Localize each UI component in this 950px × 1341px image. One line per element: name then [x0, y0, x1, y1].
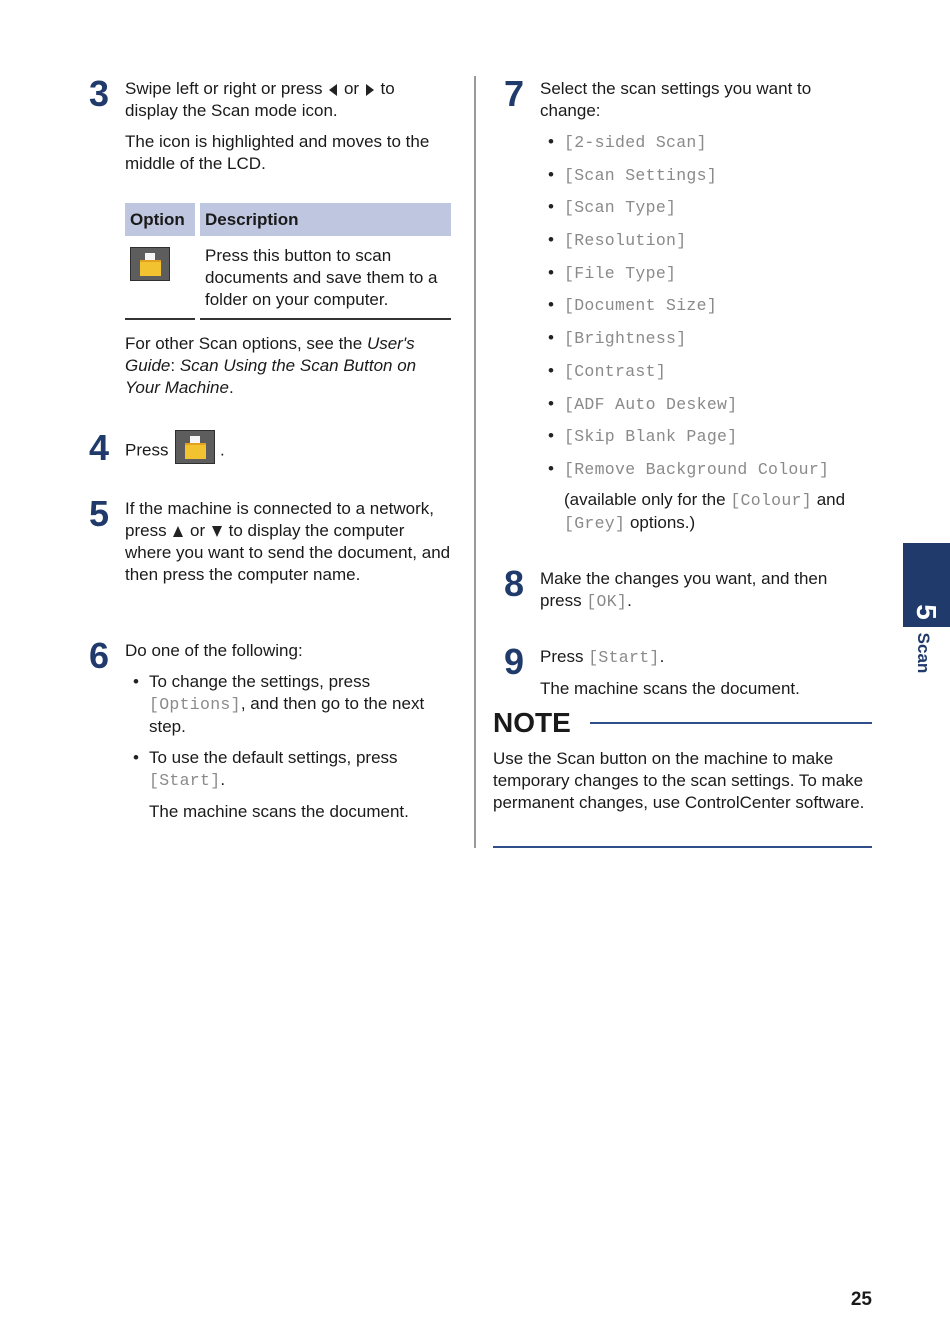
- right-arrow-icon: [366, 84, 374, 96]
- down-arrow-icon: [212, 526, 222, 537]
- column-divider: [474, 76, 476, 848]
- list-item: • [Contrast]: [540, 360, 880, 393]
- table-description: Press this button to scan documents and save them to a folder on your computer.: [205, 246, 438, 309]
- list-item: • [Skip Blank Page]: [540, 425, 880, 458]
- step-number: 4: [89, 427, 110, 468]
- step-8-body: [540, 568, 870, 613]
- start-code: [Start]: [149, 771, 221, 790]
- left-arrow-icon: [329, 84, 337, 96]
- step-number: 3: [89, 73, 110, 114]
- note-bottom-rule: [493, 846, 872, 848]
- step-number: 8: [504, 563, 525, 604]
- step-7-intro: Select the scan settings you want to change:: [540, 79, 812, 120]
- table-rule: [200, 318, 451, 320]
- step-number: 9: [504, 641, 525, 682]
- list-item: • [2-sided Scan]: [540, 131, 880, 164]
- table-header-option: Option: [125, 203, 195, 236]
- list-item: • [Scan Type]: [540, 196, 880, 229]
- availability-note: (available only for the [Colour] and [Grey] options.): [564, 489, 846, 533]
- chapter-label: Scan: [914, 632, 933, 674]
- note-body: Use the Scan button on the machine to make temporary changes to the scan settings. To make permanent changes, use ControlCenter software.: [493, 749, 865, 812]
- step-3-or: or: [343, 79, 360, 98]
- page-number: 25: [850, 1289, 872, 1310]
- step-3-to: to: [380, 79, 395, 98]
- step-number: 6: [89, 635, 110, 676]
- step-3-more: [125, 333, 455, 399]
- ok-code: [OK]: [586, 592, 628, 611]
- step-6-intro: Do one of the following:: [125, 641, 303, 660]
- scan-to-pc-icon: [130, 247, 170, 281]
- list-item: • To use the default settings, press [Start]. The machine scans the document.: [125, 747, 459, 823]
- scan-settings-list: [540, 131, 880, 491]
- note-rule: [590, 722, 872, 724]
- step-9-body: [540, 646, 870, 700]
- step-3-text: Swipe left or right or press: [125, 79, 323, 98]
- other-options-text: For other Scan options, see the User's Guide: Scan Using the Scan Button on Your Machine.: [125, 334, 417, 397]
- list-item: • [ADF Auto Deskew]: [540, 393, 880, 426]
- list-item: • [Scan Settings]: [540, 164, 880, 197]
- step-6-body: [125, 640, 459, 823]
- step-9-result: The machine scans the document.: [540, 679, 800, 698]
- table-header-description: Description: [200, 203, 451, 236]
- list-item: • [Remove Background Colour]: [540, 458, 880, 491]
- up-arrow-icon: [173, 526, 183, 537]
- guide-section-ref: Scan Using the Scan Button on Your Machine: [125, 356, 417, 397]
- step-number: 7: [504, 73, 525, 114]
- step-number: 5: [89, 493, 110, 534]
- users-guide-ref: User's Guide: [125, 334, 415, 375]
- list-item: • [File Type]: [540, 262, 880, 295]
- list-item: • [Document Size]: [540, 294, 880, 327]
- step-4-body: Press .: [125, 438, 459, 464]
- list-item: • To change the settings, press [Options], and then go to the next step.: [125, 671, 459, 738]
- step-3-body: [125, 78, 459, 175]
- step-3-instruction: [125, 78, 459, 122]
- step-5-body: [125, 498, 455, 586]
- step-3-text-2: display the Scan mode icon.: [125, 101, 338, 120]
- step-5-instruction: If the machine is connected to a network, press or to display the computer where you want to send the document, and then press the computer name.: [125, 499, 451, 584]
- step-7-body: [540, 78, 880, 535]
- list-item: • [Resolution]: [540, 229, 880, 262]
- options-code: [Options]: [149, 695, 241, 714]
- step-6-options: [125, 671, 459, 823]
- start-code: [Start]: [588, 648, 660, 667]
- step-3-para-2: The icon is highlighted and moves to the middle of the LCD.: [125, 132, 430, 173]
- list-item: • [Brightness]: [540, 327, 880, 360]
- table-rule: [125, 318, 195, 320]
- step-8-instruction: Make the changes you want, and then press [OK].: [540, 569, 828, 611]
- note-title: NOTE: [493, 707, 571, 738]
- step-4-text: Press: [125, 440, 169, 460]
- step-9-instruction: Press [Start].: [540, 647, 665, 667]
- scan-button-icon: [130, 247, 170, 281]
- step-6-result: The machine scans the document.: [149, 802, 409, 821]
- scan-button-icon: [175, 430, 215, 464]
- chapter-number: 5: [911, 604, 942, 620]
